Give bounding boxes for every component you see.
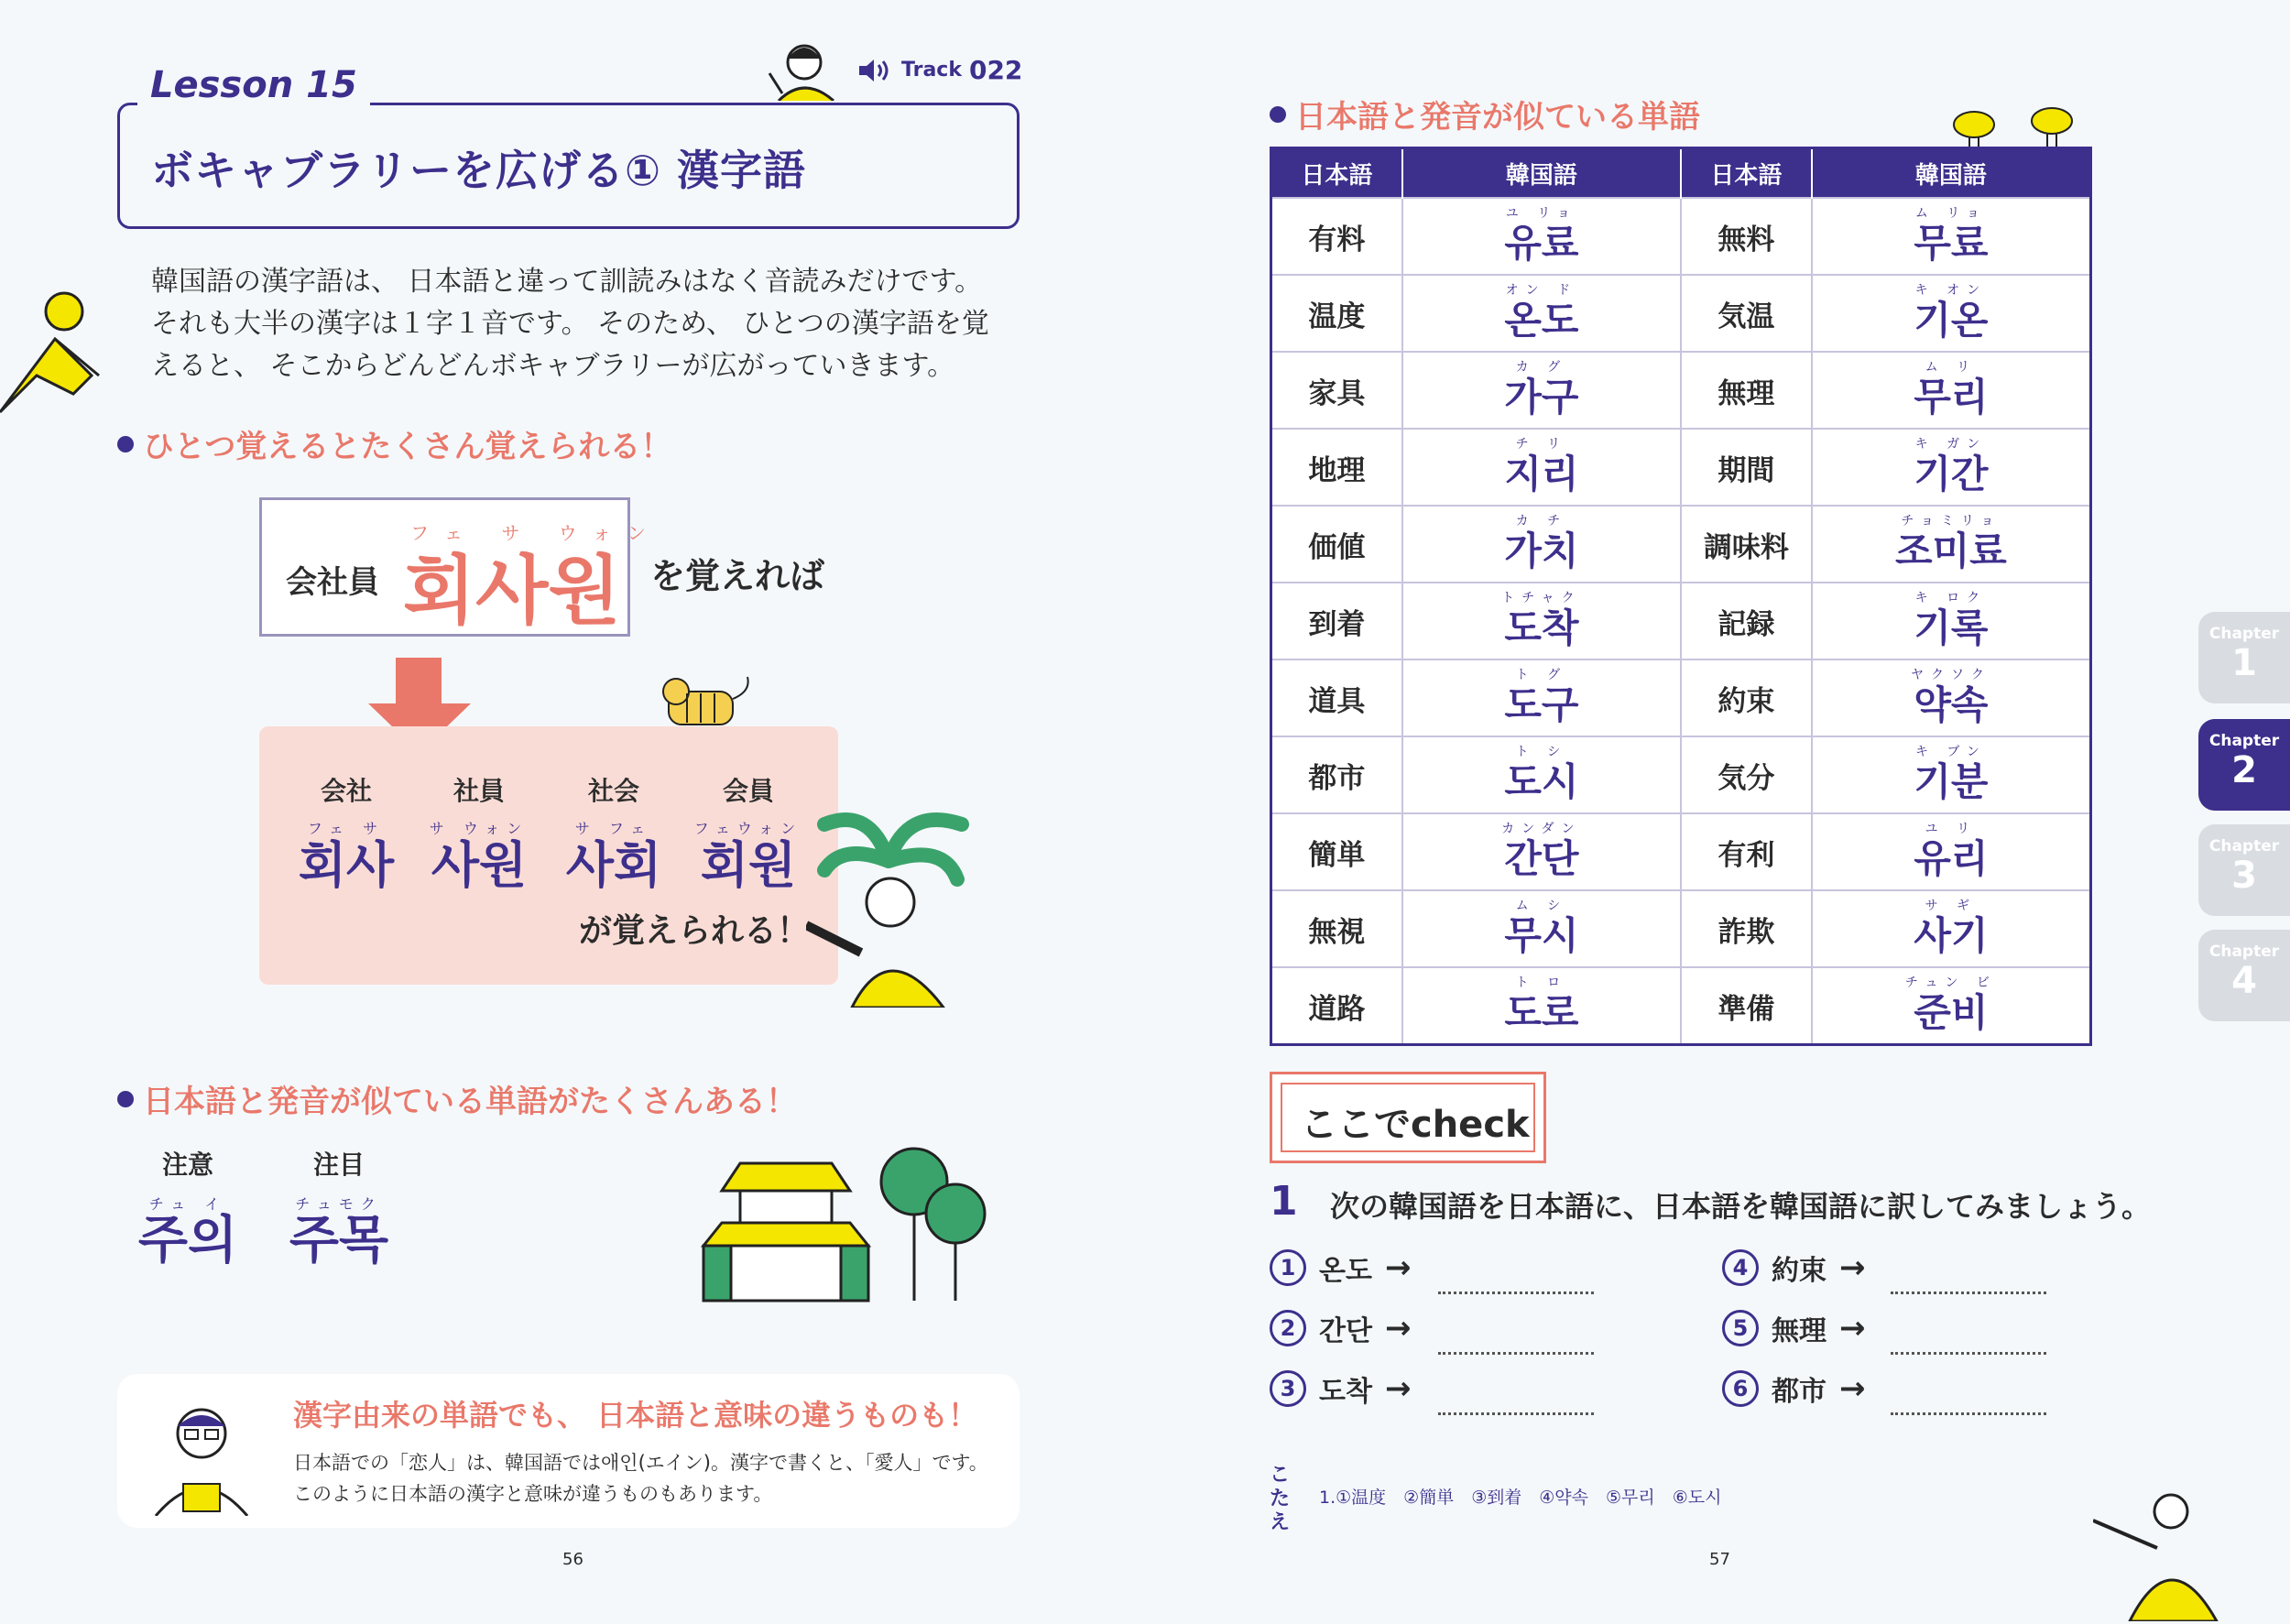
person-illustration [806,806,971,1008]
item-word: 온도 [1319,1255,1372,1287]
table-row [1271,275,2091,352]
table-cell-japanese: 有利 [1681,813,1812,890]
derived-word-jp: 社員 [453,776,505,806]
exercise-item [1270,1248,1411,1288]
audio-track[interactable] [857,55,1022,85]
table-cell-japanese: 有料 [1271,198,1402,275]
korean-ruby: カ チ [1515,514,1568,529]
table-cell-korean [1812,198,2091,275]
table-cell-japanese: 期間 [1681,429,1812,506]
intro-line: えると、 そこからどんどんボキャブラリーが広がっていきます。 [151,350,955,382]
korean-ruby: キ ガン [1914,437,1988,452]
derived-word-ko: 회사 [298,836,395,894]
table-cell-japanese: 詐欺 [1681,890,1812,967]
korean-word: 도시 [1504,759,1579,804]
table-row [1271,429,2091,506]
page-title: ボキャブラリーを広げる① 漢字語 [151,146,806,195]
item-number: 6 [1722,1370,1759,1407]
example-word-ko: 주목 [289,1211,389,1270]
korean-ruby: ト グ [1515,668,1568,682]
korean-word: 기분 [1914,759,1989,804]
korean-ruby: ム シ [1515,899,1568,913]
korean-ruby: カ グ [1515,360,1568,375]
table-row [1271,506,2091,583]
table-cell-japanese: 地理 [1271,429,1402,506]
section-heading [1270,92,1700,136]
temple-illustration [685,1145,987,1310]
korean-ruby: ム リョ [1914,206,1987,221]
example-word-jp: 注意 [161,1150,213,1180]
chapter-tab-number: 4 [2231,960,2257,1002]
derived-word-jp: 会員 [722,776,774,806]
derived-word-jp: 会社 [320,776,372,806]
intro-paragraph [151,261,1021,387]
derived-word [287,771,406,893]
table-row [1271,198,2091,275]
derived-word-jp: 社会 [587,776,639,806]
korean-word: 무시 [1504,913,1579,958]
korean-word: 기간 [1914,452,1989,496]
question-number: 1 [1270,1178,1298,1225]
derived-word [420,771,539,893]
table-cell-japanese: 約束 [1681,659,1812,736]
item-number: 5 [1722,1310,1759,1346]
table-cell-korean [1402,429,1681,506]
item-number: 3 [1270,1370,1306,1407]
item-word: 도착 [1319,1376,1372,1408]
table-row [1271,736,2091,813]
table-cell-korean [1812,890,2091,967]
table-header: 韓国語 [1812,148,2091,199]
answer-label: こたえ [1270,1464,1291,1534]
character-illustration [0,275,101,421]
answer-blank[interactable] [1438,1352,1594,1355]
derived-word-ruby: フェ サ [307,820,386,837]
section-heading [117,1076,797,1121]
exercise-item [1722,1248,1866,1288]
item-word: 約束 [1772,1255,1827,1287]
table-row [1271,659,2091,736]
table-cell-korean [1812,813,2091,890]
korean-word: 가구 [1504,375,1579,420]
bullet-dot [1270,106,1286,123]
right-arrow-icon: → [1839,1370,1866,1407]
table-cell-japanese: 道具 [1271,659,1402,736]
note-text [293,1447,988,1510]
example-word-ruby: チュ イ [148,1195,227,1213]
vocab-japanese: 会社員 [286,564,379,601]
korean-word: 온도 [1504,298,1579,343]
table-cell-japanese: 到着 [1271,583,1402,659]
item-number: 1 [1270,1249,1306,1286]
item-word: 간단 [1319,1315,1372,1347]
table-cell-japanese: 価値 [1271,506,1402,583]
derived-word-ko: 사원 [431,836,528,894]
table-cell-japanese: 気分 [1681,736,1812,813]
table-cell-japanese: 無視 [1271,890,1402,967]
table-cell-korean [1402,890,1681,967]
table-cell-japanese: 温度 [1271,275,1402,352]
korean-ruby: ユ リ [1925,822,1978,836]
table-cell-japanese: 簡単 [1271,813,1402,890]
exercise-item [1270,1308,1411,1348]
answer-blank[interactable] [1891,1292,2046,1294]
korean-ruby: サ ギ [1925,899,1978,913]
table-cell-japanese: 都市 [1271,736,1402,813]
example-word-ko: 주의 [137,1211,238,1270]
bullet-dot [117,1091,134,1107]
derived-word [689,771,808,893]
table-header-row [1271,148,2091,199]
example-word [124,1145,252,1269]
korean-ruby: ト シ [1515,745,1568,759]
page-number: 57 [1709,1550,1730,1569]
chapter-tab-label: Chapter [2208,943,2280,961]
korean-ruby: オン ド [1505,283,1578,298]
korean-word: 간단 [1504,836,1579,881]
chapter-tab-4[interactable] [2198,930,2290,1021]
vocab-table [1270,147,2092,1046]
korean-ruby: ト ロ [1515,975,1568,990]
table-row [1271,967,2091,1045]
korean-ruby: キ ブン [1914,745,1987,759]
korean-word: 유료 [1504,221,1579,266]
table-header: 韓国語 [1402,148,1681,199]
table-row [1271,352,2091,429]
table-cell-korean [1812,967,2091,1045]
item-word: 都市 [1772,1376,1827,1408]
answer-blank[interactable] [1891,1412,2046,1415]
item-number: 4 [1722,1249,1759,1286]
table-cell-korean [1402,352,1681,429]
table-cell-korean [1812,275,2091,352]
answer-blank[interactable] [1438,1292,1594,1294]
korean-word: 유리 [1914,836,1989,881]
note-title: 漢字由来の単語でも、 日本語と意味の違うものも！ [293,1398,978,1433]
derived-caption: が覚えられる！ [579,912,811,950]
table-cell-japanese: 準備 [1681,967,1812,1045]
down-arrow-icon [396,658,442,703]
bullet-dot [117,436,134,452]
chapter-tab-number: 2 [2231,749,2257,791]
right-arrow-icon: → [1384,1310,1412,1346]
derived-word-ko: 사회 [565,836,662,894]
speaker-icon [857,57,894,84]
table-cell-japanese: 記録 [1681,583,1812,659]
table-cell-japanese: 無理 [1681,352,1812,429]
table-cell-korean [1402,275,1681,352]
korean-ruby: ヤクソク [1910,668,1991,682]
korean-ruby: ム リ [1925,360,1978,375]
korean-ruby: チュン ビ [1904,975,1997,990]
korean-ruby: キ ロク [1914,591,1988,605]
derived-word-ko: 회원 [700,836,797,894]
table-cell-japanese: 調味料 [1681,506,1812,583]
lesson-tag: Lesson 15 [137,64,370,106]
intro-line: 韓国語の漢字語は、 日本語と違って訓読みはなく音読みだけです。 [151,266,983,298]
chapter-tab-3[interactable] [2198,824,2290,916]
korean-word: 기록 [1914,605,1989,650]
teacher-illustration [147,1397,256,1516]
character-illustration [751,37,852,101]
item-word: 無理 [1772,1315,1827,1347]
track-label: Track [901,59,962,82]
table-row [1271,583,2091,659]
chapter-tab-number: 1 [2231,642,2257,684]
example-word [275,1145,403,1269]
korean-word: 무료 [1914,221,1989,266]
derived-word-ruby: サ フェ [574,820,653,837]
korean-word: 조미료 [1895,529,2007,573]
intro-line: それも大半の漢字は１字１音です。 そのため、 ひとつの漢字語を覚 [151,308,989,340]
korean-ruby: チョミリョ [1901,514,2001,529]
table-cell-korean [1402,583,1681,659]
note-line: 日本語での「恋人」は、韓国語では애인(エイン)。漢字で書くと、「愛人」です。 [293,1452,988,1474]
table-cell-korean [1812,736,2091,813]
derived-word-ruby: フェウォン [693,820,803,837]
table-row [1271,813,2091,890]
section-heading-text: 日本語と発音が似ている単語 [1295,99,1700,136]
table-cell-korean [1812,659,2091,736]
korean-word: 지리 [1504,452,1579,496]
chapter-tab-label: Chapter [2208,837,2280,856]
answer-text: 1.①温度 ②簡単 ③到着 ④약속 ⑤무리 ⑥도시 [1319,1488,1722,1508]
right-arrow-icon: → [1839,1249,1866,1286]
korean-word: 기온 [1914,298,1989,343]
section-heading-text: ひとつ覚えるとたくさん覚えられる！ [143,429,672,465]
korean-ruby: ユ リョ [1505,206,1577,221]
character-illustration [2093,1484,2221,1621]
vocab-korean: 회사원 [403,548,621,635]
note-line: このように日本語の漢字と意味が違うものもあります。 [293,1483,773,1505]
chapter-tab-2[interactable] [2198,719,2290,811]
korean-word: 가치 [1504,529,1579,573]
korean-word: 무리 [1914,375,1989,420]
table-cell-korean [1402,967,1681,1045]
table-cell-korean [1402,659,1681,736]
korean-word: 도로 [1504,990,1579,1035]
birds-illustration [1942,101,2088,148]
korean-word: 약속 [1914,682,1989,727]
track-number: 022 [968,55,1023,85]
right-arrow-icon: → [1384,1249,1412,1286]
table-cell-korean [1402,813,1681,890]
korean-word: 도착 [1504,605,1579,650]
korean-word: 사기 [1914,913,1989,958]
table-row [1271,890,2091,967]
korean-ruby: カンダン [1501,822,1582,836]
chapter-tab-label: Chapter [2208,732,2280,750]
korean-word: 도구 [1504,682,1579,727]
table-header: 日本語 [1271,148,1402,199]
chapter-tab-1[interactable] [2198,612,2290,703]
korean-ruby: チ リ [1515,437,1568,452]
vocab-ruby: フェ サ ウォン [410,522,662,544]
question-text: 次の韓国語を日本語に、日本語を韓国語に訳してみましょう。 [1330,1189,2152,1224]
korean-ruby: キ オン [1914,283,1988,298]
table-cell-japanese: 気温 [1681,275,1812,352]
derived-word-ruby: サ ウォン [429,820,529,837]
chapter-tab-number: 3 [2231,855,2257,897]
table-cell-korean [1402,736,1681,813]
table-cell-japanese: 無料 [1681,198,1812,275]
table-cell-japanese: 家具 [1271,352,1402,429]
right-arrow-icon: → [1839,1310,1866,1346]
table-cell-korean [1812,506,2091,583]
korean-ruby: トチャク [1501,591,1582,605]
table-cell-korean [1402,198,1681,275]
item-number: 2 [1270,1310,1306,1346]
answer-blank[interactable] [1438,1412,1594,1415]
vocab-caption: を覚えれば [650,556,825,596]
table-cell-korean [1812,352,2091,429]
exercise-item [1722,1368,1866,1409]
section-heading [117,421,671,466]
example-word-ruby: チュモク [295,1195,383,1213]
derived-word [554,771,673,893]
check-title: ここでcheck [1301,1104,1530,1146]
example-word-jp: 注目 [312,1150,365,1180]
table-cell-korean [1402,506,1681,583]
section-heading-text: 日本語と発音が似ている単語がたくさんある！ [143,1084,797,1120]
answer-blank[interactable] [1891,1352,2046,1355]
table-cell-korean [1812,583,2091,659]
exercise-item [1270,1368,1411,1409]
table-header: 日本語 [1681,148,1812,199]
right-arrow-icon: → [1384,1370,1412,1407]
page-number: 56 [562,1550,583,1569]
table-cell-korean [1812,429,2091,506]
korean-word: 준비 [1914,990,1989,1035]
exercise-item [1722,1308,1866,1348]
chapter-tab-label: Chapter [2208,625,2280,643]
table-cell-japanese: 道路 [1271,967,1402,1045]
